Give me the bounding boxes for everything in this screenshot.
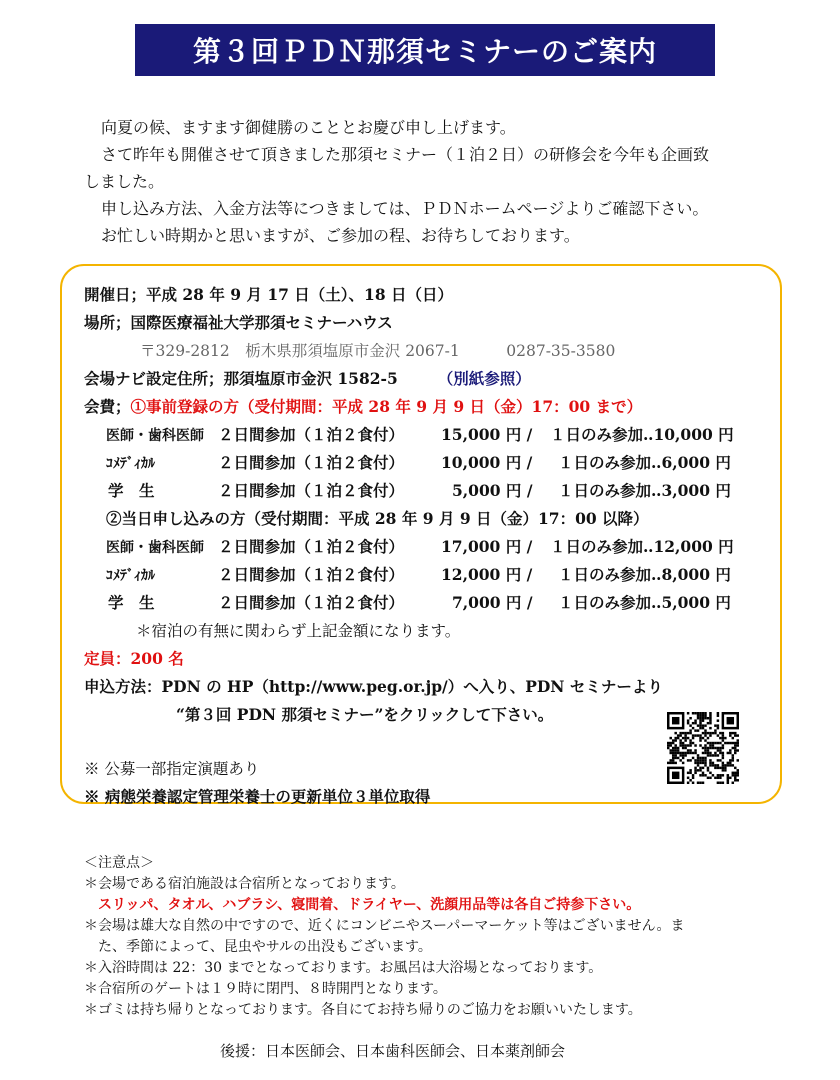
note-item: ＊ゴミは持ち帰りとなっております。各自にてお持ち帰りのご協力をお願いいたします。 bbox=[84, 1002, 642, 1018]
apply-link-instruction: “第３回 PDN 那須セミナー”をクリックして下さい。 bbox=[176, 705, 554, 724]
fee-one-day: １日のみ参加‥12,000 円 bbox=[550, 537, 734, 556]
nav-address-text: 会場ナビ設定住所；那須塩原市金沢 1582-5 bbox=[84, 369, 398, 388]
fee-price: 15,000 円 / bbox=[441, 425, 533, 444]
note-item: た、季節によって、昆虫やサルの出没もございます。 bbox=[98, 939, 432, 955]
fee-one-day: １日のみ参加‥8,000 円 bbox=[558, 565, 731, 584]
fee-price: 7,000 円 / bbox=[452, 593, 533, 612]
notes-header: ＜注意点＞ bbox=[84, 855, 154, 871]
note-item: ＊会場は雄大な自然の中ですので、近くにコンビニやスーパーマーケット等はございません。ま bbox=[84, 918, 685, 934]
fee-one-day: １日のみ参加‥10,000 円 bbox=[550, 425, 734, 444]
fee-two-day: ２日間参加（１泊２食付） bbox=[218, 453, 405, 472]
event-date: 開催日；平成 28 年 9 月 17 日（土）、18 日（日） bbox=[84, 285, 454, 304]
qr-code-icon bbox=[667, 712, 739, 784]
fee-category: ｺﾒﾃﾞｨｶﾙ bbox=[106, 456, 155, 472]
event-address: 〒329-2812 栃木県那須塩原市金沢 2067-1 0287-35-3580 bbox=[140, 342, 616, 360]
intro-line: 申し込み方法、入金方法等につきましては、ＰＤＮホームページよりご確認下さい。 bbox=[101, 199, 709, 218]
fee-two-day: ２日間参加（１泊２食付） bbox=[218, 425, 405, 444]
fee-category: ｺﾒﾃﾞｨｶﾙ bbox=[106, 568, 155, 584]
note-item: ＊合宿所のゲートは１９時に閉門、８時開門となります。 bbox=[84, 981, 447, 997]
note-credits: ※ 病態栄養認定管理栄養士の更新単位３単位取得 bbox=[84, 787, 431, 806]
nav-note: （別紙参照） bbox=[437, 369, 531, 388]
intro-line: しました。 bbox=[84, 172, 165, 191]
fee-label: 会費； bbox=[84, 397, 131, 416]
apply-method: 申込方法：PDN の HP（http://www.peg.or.jp/）へ入り、PDN セミナーより bbox=[84, 677, 663, 696]
sameday-header: ②当日申し込みの方（受付期間：平成 28 年 9 月 9 日（金）17：00 以降） bbox=[106, 509, 649, 528]
nav-address bbox=[84, 367, 531, 389]
fee-price: 5,000 円 / bbox=[452, 481, 533, 500]
fee-two-day: ２日間参加（１泊２食付） bbox=[218, 481, 405, 500]
fee-price: 17,000 円 / bbox=[441, 537, 533, 556]
intro-line: さて昨年も開催させて頂きました那須セミナー（１泊２日）の研修会を今年も企画致 bbox=[101, 145, 710, 164]
early-header: ①事前登録の方（受付期間：平成 28 年 9 月 9 日（金）17：00 まで） bbox=[130, 397, 643, 416]
stay-note: ＊宿泊の有無に関わらず上記金額になります。 bbox=[136, 622, 461, 640]
fee-category: 医師・歯科医師 bbox=[106, 428, 204, 444]
fee-two-day: ２日間参加（１泊２食付） bbox=[218, 537, 405, 556]
fee-one-day: １日のみ参加‥6,000 円 bbox=[558, 453, 731, 472]
event-venue: 場所；国際医療福祉大学那須セミナーハウス bbox=[84, 313, 393, 332]
fee-one-day: １日のみ参加‥3,000 円 bbox=[558, 481, 731, 500]
note-item: ＊入浴時間は 22：30 までとなっております。お風呂は大浴場となっております。 bbox=[84, 960, 603, 976]
page-title: 第３回ＰＤＮ那須セミナーのご案内 bbox=[135, 24, 715, 76]
intro-text bbox=[84, 114, 784, 249]
fee-two-day: ２日間参加（１泊２食付） bbox=[218, 593, 405, 612]
note-abstract: ※ 公募一部指定演題あり bbox=[84, 760, 260, 778]
note-item-bring: スリッパ、タオル、ハブラシ、寝間着、ドライヤー、洗顔用品等は各自ご持参下さい。 bbox=[98, 897, 641, 913]
intro-line: お忙しい時期かと思いますが、ご参加の程、お待ちしております。 bbox=[101, 226, 580, 245]
fee-one-day: １日のみ参加‥5,000 円 bbox=[558, 593, 731, 612]
fee-two-day: ２日間参加（１泊２食付） bbox=[218, 565, 405, 584]
fee-price: 10,000 円 / bbox=[441, 453, 533, 472]
fee-category: 学 生 bbox=[108, 481, 155, 500]
fee-category: 学 生 bbox=[108, 593, 155, 612]
fee-category: 医師・歯科医師 bbox=[106, 540, 204, 556]
capacity: 定員：200 名 bbox=[84, 649, 184, 668]
intro-line: 向夏の候、ますます御健勝のこととお慶び申し上げます。 bbox=[101, 118, 516, 137]
support-line: 後援：日本医師会、日本歯科医師会、日本薬剤師会 bbox=[220, 1042, 566, 1060]
fee-price: 12,000 円 / bbox=[441, 565, 533, 584]
note-item: ＊会場である宿泊施設は合宿所となっております。 bbox=[84, 876, 405, 892]
notes-section bbox=[84, 853, 804, 1021]
fee-line bbox=[84, 395, 642, 417]
